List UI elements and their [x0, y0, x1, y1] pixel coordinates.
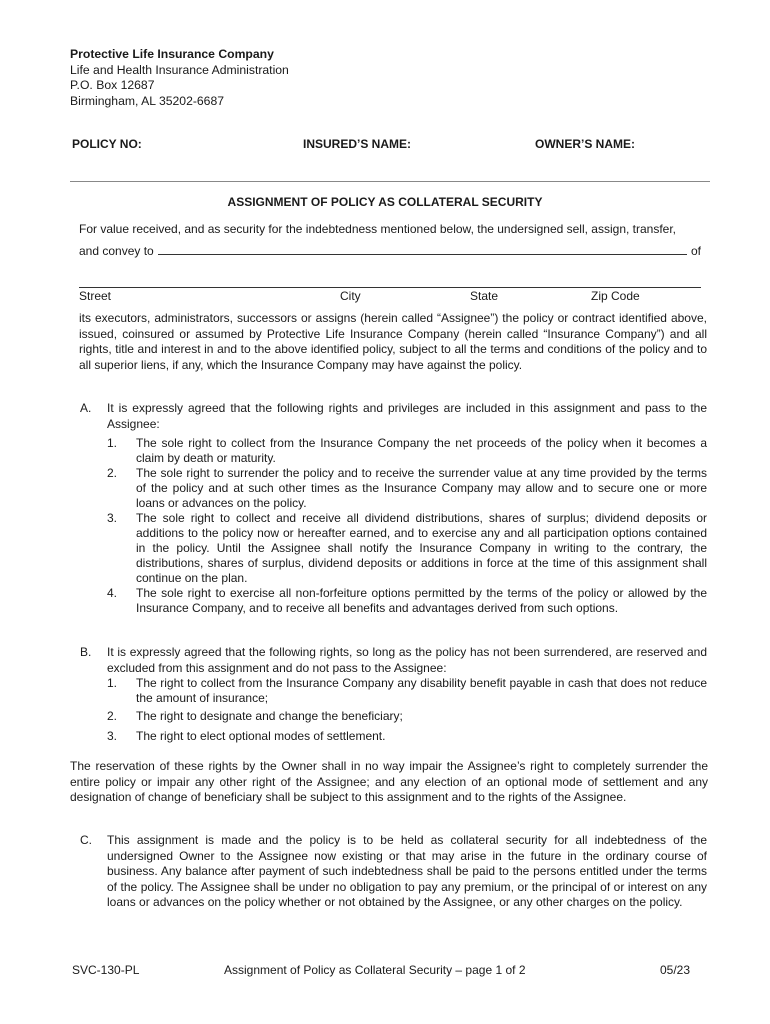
policy-no-label: POLICY NO: [72, 137, 142, 151]
company-city: Birmingham, AL 35202-6687 [70, 93, 225, 108]
assignment-paragraph: its executors, administrators, successors or assigns (herein called “Assignee”) the policy or contract identified above, issued, coinsured or assumed by Protective Life Insurance Company (herein called “Insurance Company”) and all rights, title and interest in and to the above identified policy, subject to all the terms and conditions of the policy and to all superior liens, if any, which the Insurance Company may have against the policy. [79, 311, 707, 372]
list-item: 3. The right to elect optional modes of settlement. [107, 729, 386, 743]
state-label: State [470, 289, 499, 303]
company-name: Protective Life Insurance Company [70, 47, 274, 61]
reservation-paragraph: The reservation of these rights by the Owner shall in no way impair the Assignee’s right to completely surrender the entire policy or impair any other right of the Assignee; and any election of an optional mode of settlement and any designation of change of beneficiary shall be subject to this assignment and to the rights of the Assignee. [70, 759, 708, 804]
company-address [70, 47, 289, 109]
list-item: 2. The right to designate and change the beneficiary; [107, 709, 403, 723]
section-a-intro: It is expressly agreed that the following rights and privileges are included in this assignment and pass to the Assignee: [107, 401, 707, 431]
section-c-text: This assignment is made and the policy is to be held as collateral security for all indebtedness of the undersigned Owner to the Assignee now existing or that may arise in the future in the ordinary course of business. Any balance after payment of such indebtedness shall be paid to the persons entitled under the terms of the policy. The Assignee shall be under no obligation to pay any premium, or the principal of or interest on any loans or advances on the policy whether or not obtained by the Assignee, or any other charges on the policy. [107, 833, 707, 909]
footer-page-label: Assignment of Policy as Collateral Security – page 1 of 2 [224, 963, 526, 977]
list-item: 2. The sole right to surrender the policy and to receive the surrender value at any time provided by the terms of the policy and at such other times as the Insurance Company may allow and to secure one or more loans or advances on the policy. [107, 466, 707, 510]
convey-line [79, 244, 701, 258]
document-title: ASSIGNMENT OF POLICY AS COLLATERAL SECURITY [227, 195, 543, 209]
footer-form-number: SVC-130-PL [72, 963, 140, 977]
list-item: 1. The sole right to collect from the Insurance Company the net proceeds of the policy when it becomes a claim by death or maturity. [107, 436, 707, 465]
section-c-letter: C. [80, 833, 92, 847]
owner-name-label: OWNER’S NAME: [535, 137, 635, 151]
insured-name-label: INSURED’S NAME: [303, 137, 412, 151]
intro-text: For value received, and as security for the indebtedness mentioned below, the undersigned sell, assign, transfer, [79, 222, 677, 236]
company-dept: Life and Health Insurance Administration [70, 62, 289, 77]
header-divider [70, 181, 710, 182]
company-box: P.O. Box 12687 [70, 78, 155, 92]
convey-suffix: of [690, 244, 701, 258]
convey-prefix: and convey to [79, 244, 154, 258]
street-label: Street [79, 289, 112, 303]
list-item: 4. The sole right to exercise all non-forfeiture options permitted by the terms of the policy or allowed by the Insurance Company, and to receive all benefits and advantages derived from such options. [107, 586, 707, 615]
section-b [107, 645, 707, 744]
footer-date: 05/23 [660, 963, 691, 977]
section-b-letter: B. [80, 645, 92, 659]
section-b-intro: It is expressly agreed that the following rights, so long as the policy has not been surrendered, are reserved and excluded from this assignment and do not pass to the Assignee: [107, 645, 707, 675]
section-b-list [107, 676, 707, 744]
section-a [107, 401, 707, 616]
section-a-list [107, 436, 707, 616]
list-item: 1. The right to collect from the Insurance Company any disability benefit payable in cash that does not reduce the amount of insurance; [107, 676, 707, 705]
zip-label: Zip Code [591, 289, 640, 303]
section-a-letter: A. [80, 401, 92, 415]
list-item: 3. The sole right to collect and receive all dividend distributions, shares of surplus; dividend deposits or additions to the policy now or hereafter earned, and to exercise any and all participation options contained in the policy. Until the Assignee shall notify the Insurance Company in writing to the contrary, the distributions, shares of surplus, dividend deposits or additions in force at the time of this assignment shall continue on the plan. [107, 511, 707, 585]
city-label: City [340, 289, 361, 303]
assignee-address-field[interactable] [79, 287, 701, 288]
assignee-name-field[interactable] [158, 244, 687, 255]
